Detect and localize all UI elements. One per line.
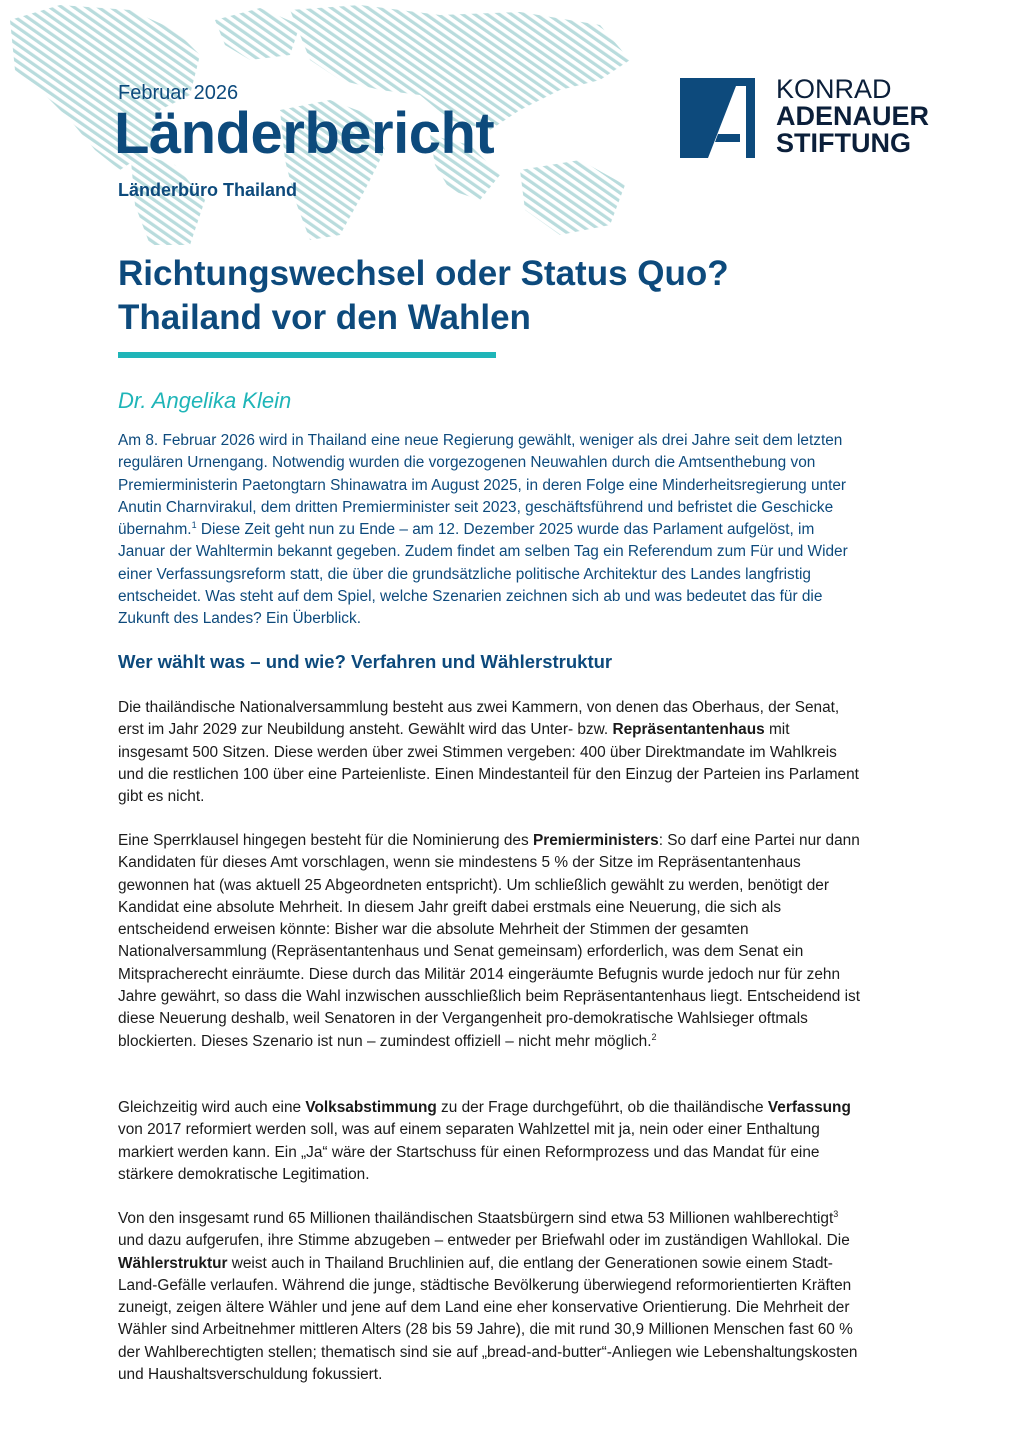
p4-text-a: Von den insgesamt rund 65 Millionen thailändischen Staatsbürgern sind etwa 53 Millionen wahlberechtigt [118,1210,834,1227]
title-divider [118,352,496,358]
p3-bold-term-1: Volksabstimmung [305,1099,437,1116]
kas-logo-mark-icon [680,78,755,158]
intro-paragraph [118,430,858,631]
logo-line-adenauer: ADENAUER [776,101,930,131]
body-paragraph-1 [118,697,860,808]
logo-line-stiftung: STIFTUNG [776,128,911,158]
p3-text-c: von 2017 reformiert werden soll, was auf einem separaten Wahlzettel mit ja, nein oder einer Enthaltung markiert werden kann. Ein „Ja“ wäre der Startschuss für einen Reformprozess und das Mandat für eine stärkere demokratische Legitimation. [118,1121,820,1183]
footnote-ref-1[interactable]: 1 [191,520,197,531]
p3-bold-term-2: Verfassung [767,1099,851,1116]
p2-bold-term: Premierministers [532,832,659,849]
logo-line-konrad: KONRAD [776,74,892,104]
p1-bold-term: Repräsentantenhaus [612,721,765,739]
body-paragraph-4 [118,1208,860,1386]
p3-text-b: zu der Frage durchgeführt, ob die thailändische [436,1099,768,1116]
section-heading: Wer wählt was – und wie? Verfahren und Wählerstruktur [118,651,613,672]
article-title-line1: Richtungswechsel oder Status Quo? [118,254,729,293]
kas-logo-wordmark [776,76,929,157]
country-office: Länderbüro Thailand [118,180,298,200]
p4-bold-term: Wählerstruktur [118,1254,228,1272]
footnote-ref-3[interactable]: 3 [833,1208,839,1219]
body-paragraph-3 [118,1097,860,1186]
p2-text-b: : So darf eine Partei nur dann Kandidaten für dieses Amt vorschlagen, wenn sie mindestens 5 % der Sitze im Repräsentantenhaus gewonnen hat (was aktuell 25 Abgeordneten entspricht). Um schließlich gewählt zu werden, benötigt der Kandidat eine absolute Mehrheit. In diesem Jahr greift dabei erstmals eine Neuerung, die sich als entscheidend erweisen könnte: Bisher war die absolute Mehrheit der Stimmen der gesamten Nationalversammlung (Repräsentantenhaus und Senat gemeinsam) erforderlich, was dem Senat ein Mitspracherecht einräumte. Diese durch das Militär 2014 eingeräumte Befugnis wurde jedoch nur für zehn Jahre gewährt, so dass die Wahl inzwischen ausschließlich beim Repräsentantenhaus liegt. Entscheidend ist diese Neuerung deshalb, weil Senatoren in der Vergangenheit pro-demokratische Wahlsieger oftmals blockierten. Dieses Szenario ist nun – zumindest offiziell – nicht mehr möglich. [118,832,860,1050]
report-date: Februar 2026 [118,82,239,104]
p1-text-a: Die thailändische Nationalversammlung besteht aus zwei Kammern, von denen das Oberhaus, der Senat, erst im Jahr 2029 zur Neubildung ansteht. Gewählt wird das Unter- bzw. [118,699,840,739]
intro-text-2: Diese Zeit geht nun zu Ende – am 12. Dezember 2025 wurde das Parlament aufgelöst, im Januar der Wahltermin bekannt gegeben. Zudem findet am selben Tag ein Referendum zum Für und Wider einer Verfassungsreform statt, die über die grundsätzliche politische Architektur des Landes langfristig entscheidet. Was steht auf dem Spiel, welche Szenarien zeichnen sich ab und was bedeutet das für die Zukunft des Landes? Ein Überblick. [118,521,848,628]
p3-text-a: Gleichzeitig wird auch eine [118,1099,306,1116]
intro-text-1: Am 8. Februar 2026 wird in Thailand eine neue Regierung gewählt, weniger als drei Jahre seit dem letzten regulären Urnengang. Notwendig wurden die vorgezogenen Neuwahlen durch die Amtsenthebung von Premierministerin Paetongtarn Shinawatra im August 2025, in deren Folge eine Minderheitsregierung unter Anutin Charnvirakul, dem dritten Premierminister seit 2023, geschäftsführend und befristet die Geschicke übernahm. [118,432,847,539]
p4-text-b: und dazu aufgerufen, ihre Stimme abzugeben – entweder per Briefwahl oder im zuständigen Wahllokal. Die [118,1232,850,1250]
report-type-title: Länderbericht [114,101,495,166]
body-paragraph-2 [118,830,860,1053]
p2-text-a: Eine Sperrklausel hingegen besteht für die Nominierung des [118,832,533,849]
p4-text-c: weist auch in Thailand Bruchlinien auf, die entlang der Generationen sowie einem Stadt-Land-Gefälle verlaufen. Während die junge, städtische Bevölkerung überwiegend reformorientierten Kräften zuneigt, zeigen ältere Wähler und jene auf dem Land eine eher konservative Orientierung. Die Mehrheit der Wähler sind Arbeitnehmer mittleren Alters (28 bis 59 Jahre), die mit rund 30,9 Millionen Menschen fast 60 % der Wahlberechtigten stellen; thematisch sind sie auf „bread-and-butter“-Anliegen wie Lebenshaltungskosten und Haushaltsverschuldung fokussiert. [118,1254,858,1384]
footnote-ref-2[interactable]: 2 [651,1031,657,1042]
kas-logo [680,76,950,162]
article-title [118,252,898,340]
article-title-line2: Thailand vor den Wahlen [118,298,531,337]
author-name: Dr. Angelika Klein [118,388,292,413]
p1-text-b: mit insgesamt 500 Sitzen. Diese werden über zwei Stimmen vergeben: 400 über Direktmandate im Wahlkreis und die restlichen 100 über eine Parteienliste. Einen Mindestanteil für den Einzug der Parteien ins Parlament gibt es nicht. [118,721,859,806]
